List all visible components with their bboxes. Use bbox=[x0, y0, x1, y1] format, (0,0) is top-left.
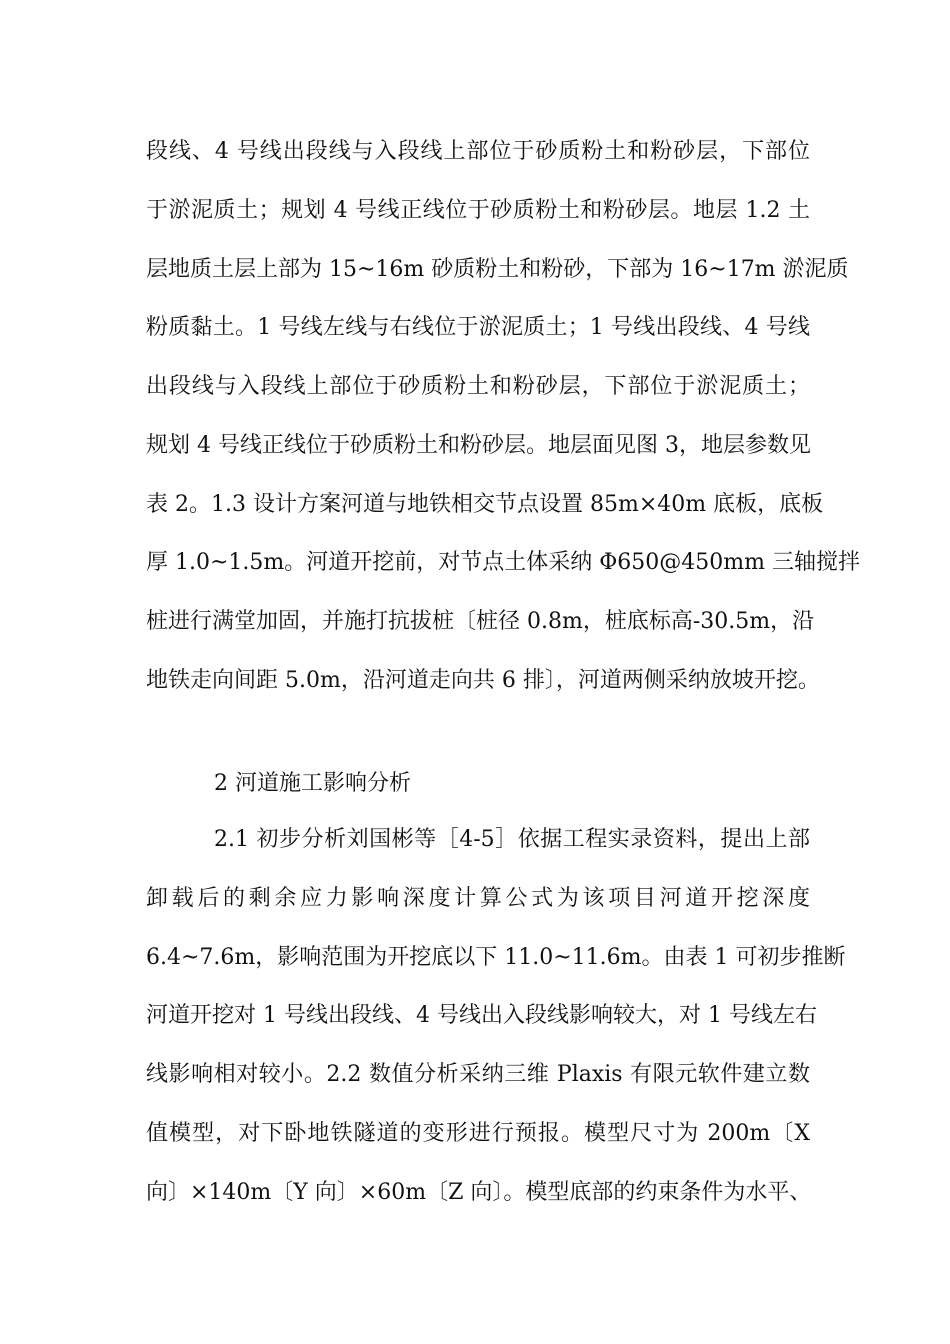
text-line: 厚 1.0~1.5m。河道开挖前，对节点土体采纳 Φ650@450mm 三轴搅拌 bbox=[146, 550, 860, 575]
text-line: 2.1 初步分析刘国彬等［4-5］依据工程实录资料，提出上部 bbox=[214, 827, 810, 852]
text-line: 桩进行满堂加固，并施打抗拔桩〔桩径 0.8m，桩底标高-30.5m，沿 bbox=[146, 609, 815, 634]
text-line: 卸载后的剩余应力影响深度计算公式为该项目河道开挖深度 bbox=[146, 886, 810, 911]
text-line: 层地质土层上部为 15~16m 砂质粉土和粉砂，下部为 16~17m 淤泥质 bbox=[146, 257, 849, 282]
text-line: 地铁走向间距 5.0m，沿河道走向共 6 排〕，河道两侧采纳放坡开挖。 bbox=[146, 668, 820, 693]
text-line: 河道开挖对 1 号线出段线、4 号线出入段线影响较大，对 1 号线左右 bbox=[146, 1003, 817, 1028]
section-heading: 2 河道施工影响分析 bbox=[214, 771, 411, 796]
text-line: 于淤泥质土；规划 4 号线正线位于砂质粉土和粉砂层。地层 1.2 土 bbox=[146, 198, 810, 223]
text-line: 粉质黏土。1 号线左线与右线位于淤泥质土；1 号线出段线、4 号线 bbox=[146, 315, 810, 340]
text-line: 规划 4 号线正线位于砂质粉土和粉砂层。地层面见图 3，地层参数见 bbox=[146, 433, 811, 458]
text-line: 向〕×140m〔Y 向〕×60m〔Z 向〕。模型底部的约束条件为水平、 bbox=[146, 1180, 812, 1205]
text-line: 表 2。1.3 设计方案河道与地铁相交节点设置 85m×40m 底板，底板 bbox=[146, 492, 824, 517]
text-line: 线影响相对较小。2.2 数值分析采纳三维 Plaxis 有限元软件建立数 bbox=[146, 1062, 810, 1087]
text-line: 值模型，对下卧地铁隧道的变形进行预报。模型尺寸为 200m〔X bbox=[146, 1121, 810, 1146]
text-line: 出段线与入段线上部位于砂质粉土和粉砂层，下部位于淤泥质土； bbox=[146, 374, 810, 399]
text-line: 段线、4 号线出段线与入段线上部位于砂质粉土和粉砂层，下部位 bbox=[146, 139, 810, 164]
text-line: 6.4~7.6m，影响范围为开挖底以下 11.0~11.6m。由表 1 可初步推断 bbox=[146, 945, 846, 970]
